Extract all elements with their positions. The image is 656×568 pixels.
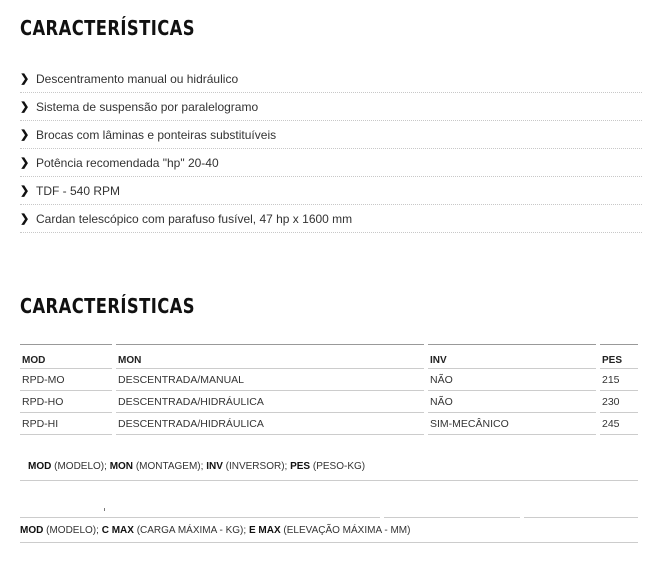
legend-key: MON (109, 461, 134, 472)
cell-mod: RPD-HO (20, 391, 112, 413)
cell-pes: 215 (600, 369, 638, 391)
cell-mon: DESCENTRADA/MANUAL (116, 369, 424, 391)
feature-text: TDF - 540 RPM (36, 183, 121, 198)
legend-note-1 (28, 461, 365, 472)
legend-value: (MODELO); (46, 525, 99, 536)
divider (20, 517, 380, 518)
cell-pes: 245 (600, 413, 638, 435)
legend-value: (INVERSOR); (225, 461, 288, 472)
cell-pes: 230 (600, 391, 638, 413)
feature-item (20, 149, 642, 177)
col-header-mon: MON (116, 345, 424, 369)
legend-key: INV (206, 461, 223, 472)
legend-value: (PESO-KG) (312, 461, 366, 472)
cell-inv: NÃO (428, 391, 596, 413)
chevron-right-icon: ❯ (20, 129, 30, 141)
divider-tick (104, 508, 107, 511)
divider (20, 480, 638, 481)
col-header-pes: PES (600, 345, 638, 369)
divider (20, 542, 638, 543)
table-row (20, 369, 638, 391)
cell-inv: SIM-MECÂNICO (428, 413, 596, 435)
feature-text: Sistema de suspensão por paralelogramo (36, 99, 259, 114)
feature-list (20, 65, 642, 233)
feature-text: Brocas com lâminas e ponteiras substituíveis (36, 127, 277, 142)
table-row (20, 391, 638, 413)
table-header-row (20, 345, 638, 369)
chevron-right-icon: ❯ (20, 213, 30, 225)
feature-item (20, 93, 642, 121)
feature-text: Potência recomendada "hp" 20-40 (36, 155, 219, 170)
spec-table (20, 344, 638, 435)
legend-note-2 (20, 525, 410, 536)
legend-key: MOD (28, 461, 52, 472)
cell-inv: NÃO (428, 369, 596, 391)
legend-value: (MODELO); (54, 461, 107, 472)
col-header-mod: MOD (20, 345, 112, 369)
section-title-features: CARACTERÍSTICAS (20, 16, 196, 40)
feature-text: Descentramento manual ou hidráulico (36, 71, 239, 86)
divider (524, 517, 638, 518)
legend-value: (MONTAGEM); (135, 461, 204, 472)
section-title-specs: CARACTERÍSTICAS (20, 294, 196, 318)
cell-mon: DESCENTRADA/HIDRÁULICA (116, 391, 424, 413)
feature-item (20, 205, 642, 233)
feature-text: Cardan telescópico com parafuso fusível, 47 hp x 1600 mm (36, 211, 353, 226)
chevron-right-icon: ❯ (20, 101, 30, 113)
legend-key: PES (290, 461, 311, 472)
legend-key: C MAX (101, 525, 134, 536)
cell-mon: DESCENTRADA/HIDRÁULICA (116, 413, 424, 435)
divider (384, 517, 520, 518)
feature-item (20, 121, 642, 149)
chevron-right-icon: ❯ (20, 185, 30, 197)
legend-key: E MAX (248, 525, 281, 536)
legend-value: (ELEVAÇÃO MÁXIMA - MM) (283, 525, 411, 536)
chevron-right-icon: ❯ (20, 157, 30, 169)
feature-item (20, 65, 642, 93)
table-row (20, 413, 638, 435)
chevron-right-icon: ❯ (20, 73, 30, 85)
cell-mod: RPD-MO (20, 369, 112, 391)
legend-value: (CARGA MÁXIMA - KG); (136, 525, 247, 536)
col-header-inv: INV (428, 345, 596, 369)
feature-item (20, 177, 642, 205)
legend-key: MOD (20, 525, 44, 536)
cell-mod: RPD-HI (20, 413, 112, 435)
